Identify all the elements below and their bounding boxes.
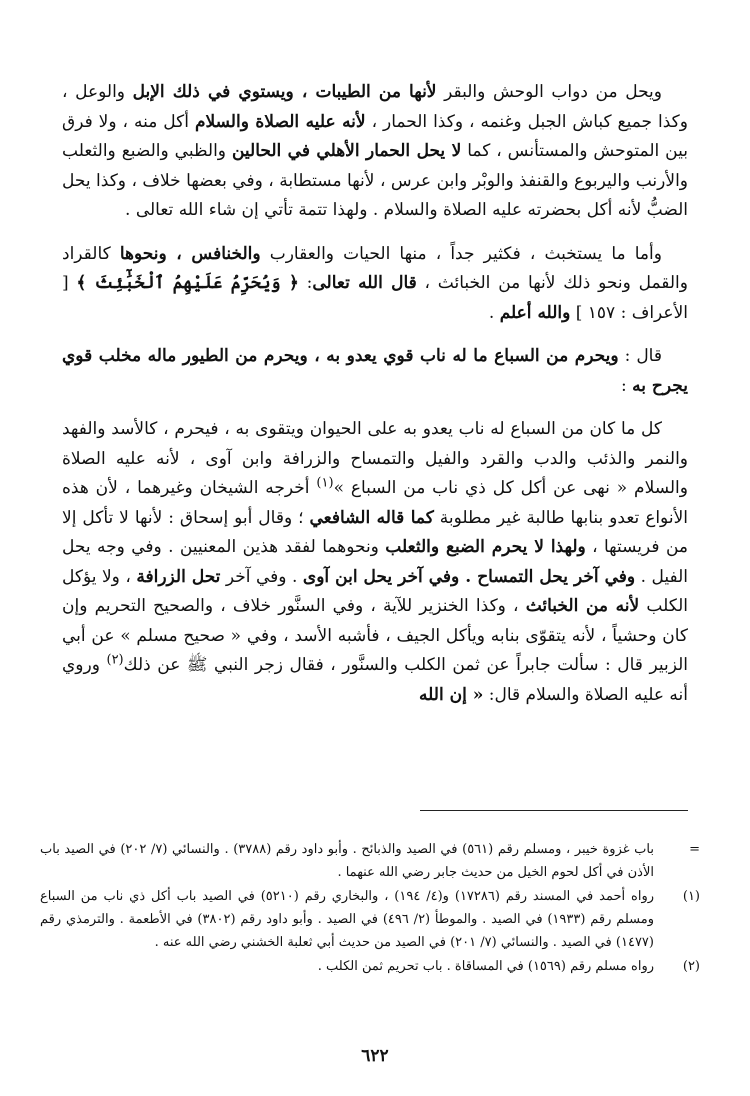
bold-run: لا يحل الحمار الأهلي في الحالين: [231, 141, 462, 161]
bold-run: كما قاله الشافعي: [309, 507, 434, 528]
bold-run: ولهذا لا يحرم الضبع والثعلب: [385, 537, 586, 557]
text-run: قال :: [618, 346, 662, 366]
page-number: ٦٢٢: [361, 1046, 389, 1066]
text-run: ونحوهما لفقد هذين المعنيين . وفي وجه يحل الفيل .: [62, 537, 688, 587]
footnote-text: باب غزوة خيبر ، ومسلم رقم (٥٦١) في الصيد والذبائح . وأبو داود رقم (٣٧٨٨) . والنسائي (٧/ ٢٠٢) في الصيد باب الأذن في أكل لحوم الخيل من حديث جابر رضي الله عنهما .: [40, 842, 654, 880]
text-run: وروي أنه عليه الصلاة والسلام قال:: [62, 655, 688, 705]
bold-run: والخنافس ، ونحوها: [119, 243, 261, 264]
footnote-continued: [40, 838, 700, 884]
text-run: أكل منه ، ولا فرق بين المتوحش والمستأنس ، كما: [62, 111, 688, 161]
footnote-ref: (٢): [106, 652, 124, 668]
bold-run: تحل الزرافة: [136, 566, 221, 587]
text-run: كالقراد والقمل ونحو ذلك لأنها من الخبائث ،: [62, 243, 688, 293]
bold-run: لأنها من الطيبات ، ويستوي في ذلك الإبل: [132, 82, 437, 102]
text-run: والظبي والضبع والثعلب والأرنب واليربوع والقنفذ والوبْر وابن عرس ، لأنها مستطابة ، وفي بعضها خلاف ، وكذا يحل الضبُّ لأنه أكل بحضرته عليه الصلاة والسلام . ولهذا تتمة تأتي إن شاء الله تعالى .: [62, 141, 688, 220]
footnotes: [40, 838, 700, 979]
text-run: . وفي آخر: [220, 566, 303, 587]
footnote-text: رواه أحمد في المسند رقم (١٧٢٨٦) و(٤/ ١٩٤) ، والبخاري رقم (٥٢١٠) في الصيد باب أكل ذي ناب من السباع ومسلم رقم (١٩٣٣) في الصيد . والموطأ (٢/ ٤٩٦) في الصيد . وأبو داود رقم (٣٨٠٢) في الأطعمة . والترمذي رقم (١٤٧٧) في الصيد . والنسائي (٧/ ٢٠١) في الصيد من حديث أبي ثعلبة الخشني رضي الله عنه .: [40, 889, 655, 950]
text-run: .: [488, 302, 500, 323]
footnote-mark: (٢): [682, 959, 700, 974]
footnote-2: [40, 955, 700, 978]
text-run: ويحل من دواب الوحش والبقر: [436, 82, 662, 102]
main-text: [62, 78, 688, 710]
text-run: أخرجه الشيخان وغيرهما ، لأن هذه الأنواع تعدو بنابها طالبة غير مطلوبة: [62, 478, 688, 528]
footnote-text: رواه مسلم رقم (١٥٦٩) في المساقاة . باب تحريم ثمن الكلب .: [317, 959, 654, 974]
text-run: وأما ما يستخبث ، فكثير جداً ، منها الحيات والعقارب: [260, 243, 662, 264]
bold-run: « إن الله: [419, 684, 484, 705]
verse-reference: [ الأعراف : ١٥٧ ]: [62, 273, 688, 323]
footnote-1: [40, 885, 700, 954]
footnote-ref: (١): [316, 475, 334, 491]
bold-run: لأنه من الخبائث: [525, 596, 640, 616]
bold-run: قال الله تعالى: [312, 273, 417, 293]
text-run: :: [621, 375, 633, 396]
bold-run: لأنه عليه الصلاة والسلام: [194, 111, 366, 132]
bold-run: والله أعلم: [499, 302, 571, 323]
text-run: ، ولا يؤكل الكلب: [62, 566, 688, 616]
text-run: :: [298, 273, 313, 293]
text-run: ، وكذا الخنزير للآية ، وفي السنَّور خلاف ، والصحيح التحريم وإن كان وحشياً ، لأنه يتقوّى بنابه ويأكل الجيف ، فأشبه الأسد ، وفي « صحيح مسلم » عن أبي الزبير قال : سألت جابراً عن ثمن الكلب والسنَّور ، فقال زجر النبي ﷺ عن ذلك: [62, 596, 688, 675]
text-run: والوعل ، وكذا جميع كباش الجبل وغنمه ، وكذا الحمار ،: [62, 82, 688, 132]
quran-verse: ﴿ وَيُحَرِّمُ عَلَيْهِمُ ٱلْخَبَٰٓئِثَ ﴾: [76, 273, 299, 293]
footnote-mark: =: [689, 842, 700, 857]
text-run: ؛ وقال أبو إسحاق : لأنها لا تأكل إلا من فريستها ،: [62, 507, 688, 557]
text-run: كل ما كان من السباع له ناب يعدو به على الحيوان ويتقوى به ، فيحرم ، كالأسد والفهد والنمر والذئب والدب والقرد والفيل والتمساح والزرافة وابن آوى ، لأنه عليه الصلاة والسلام « نهى عن أكل كل ذي ناب من السباع »: [62, 419, 688, 498]
footnote-mark: (١): [682, 889, 700, 904]
matn-text: ويحرم من السباع ما له ناب قوي يعدو به ، ويحرم من الطيور ماله مخلب قوي يجرح به: [62, 346, 688, 396]
bold-run: وفي آخر يحل التمساح . وفي آخر يحل ابن آوى: [302, 566, 636, 587]
paragraph-3: [62, 342, 688, 401]
paragraph-4: [62, 415, 688, 710]
footnote-divider: [420, 810, 688, 811]
paragraph-2: [62, 240, 688, 329]
paragraph-1: [62, 78, 688, 226]
